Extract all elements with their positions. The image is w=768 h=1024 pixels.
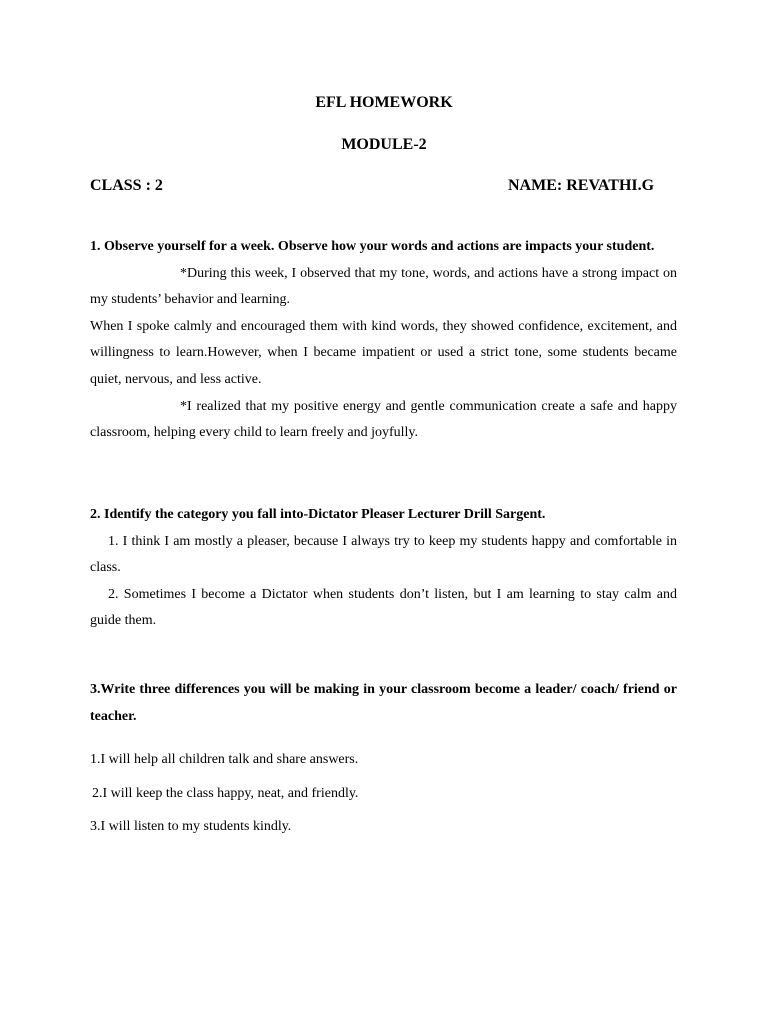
answer-3-item-1-text: 1.I will help all children talk and share answers. [90, 752, 359, 767]
section-3 [90, 677, 677, 730]
answer-3-item-3 [90, 817, 677, 837]
answer-1-paragraph-1: *During this week, I observed that my tone, words, and actions have a strong impact on my students’ behavior and learning. [90, 265, 677, 308]
class-label: CLASS : 2 [90, 177, 163, 194]
name-label: NAME: REVATHI.G [508, 177, 655, 194]
answer-3-item-3-text: 3.I will listen to my students kindly. [90, 819, 292, 834]
question-2: 2. Identify the category you fall into-Dictator Pleaser Lecturer Drill Sargent. [90, 507, 546, 522]
answer-2-item-1: 1. I think I am mostly a pleaser, because I always try to keep my students happy and comfortable in class. [90, 533, 677, 576]
module-heading: MODULE-2 [341, 136, 427, 153]
section-1 [90, 234, 677, 447]
answer-3-item-1 [90, 750, 677, 770]
section-2 [90, 502, 677, 635]
question-1: 1. Observe yourself for a week. Observe how your words and actions are impacts your student. [90, 239, 655, 254]
document-title: EFL HOMEWORK [315, 94, 453, 111]
answer-1-paragraph-2: When I spoke calmly and encouraged them with kind words, they showed confidence, excitement, and willingness to learn.However, when I became impatient or used a strict tone, some students became quiet, nervous, and less active. [90, 318, 677, 387]
answer-1-paragraph-3: *I realized that my positive energy and gentle communication create a safe and happy classroom, helping every child to learn freely and joyfully. [90, 398, 677, 441]
answer-2-item-2: 2. Sometimes I become a Dictator when students don’t listen, but I am learning to stay calm and guide them. [90, 586, 677, 629]
question-3: 3.Write three differences you will be making in your classroom become a leader/ coach/ friend or teacher. [90, 682, 677, 724]
answer-3-item-2-text: 2.I will keep the class happy, neat, and friendly. [92, 786, 359, 801]
answer-3-item-2 [92, 784, 679, 804]
